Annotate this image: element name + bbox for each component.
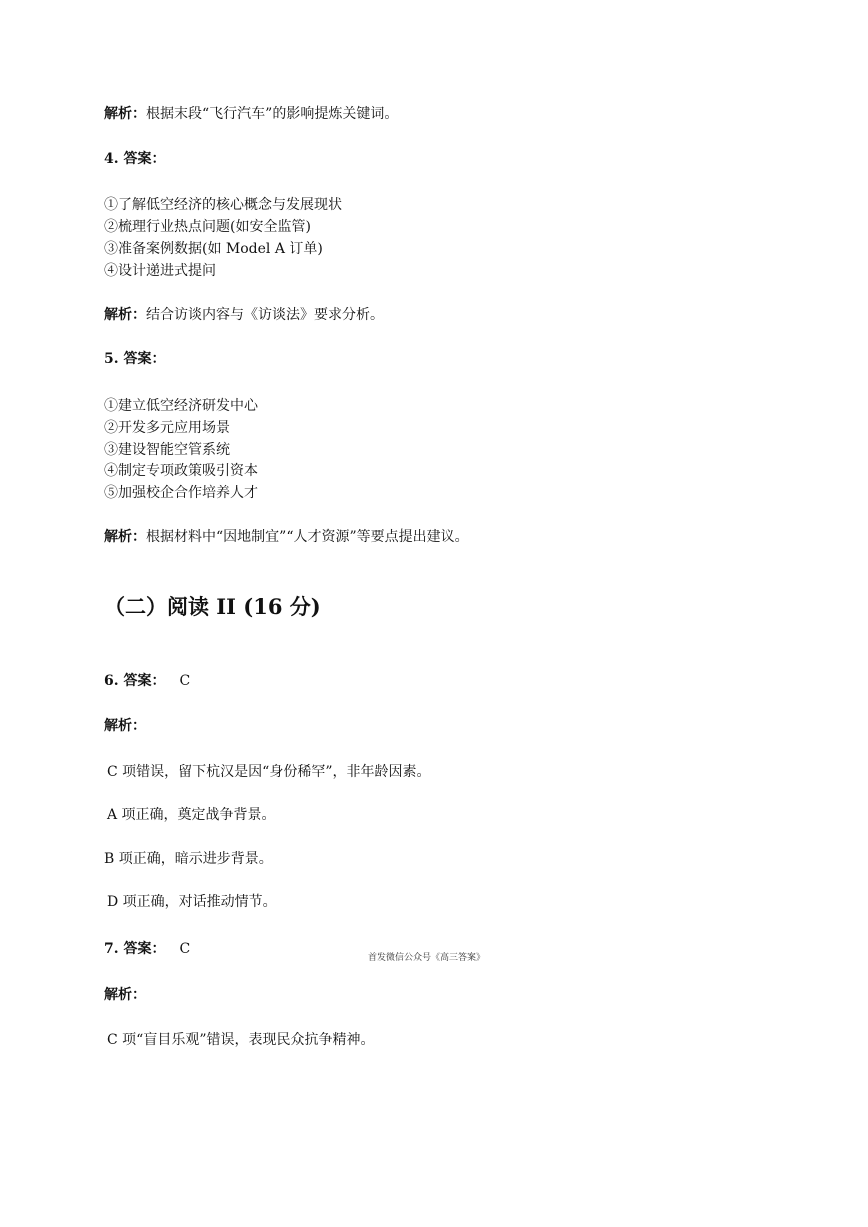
q5-item: ④制定专项政策吸引资本 [104, 463, 258, 479]
q6-answer-value: C [179, 673, 191, 689]
q4-analysis [104, 306, 384, 324]
analysis-label: 解析： [104, 106, 146, 122]
q4-answer-label: 4. 答案： [104, 151, 166, 167]
analysis-text: 根据末段“飞行汽车”的影响提炼关键词。 [146, 106, 399, 122]
analysis-text: 结合访谈内容与《访谈法》要求分析。 [146, 307, 384, 323]
q6-point: B 项正确，暗示进步背景。 [104, 851, 273, 867]
q7-analysis-label: 解析： [104, 987, 146, 1003]
q4-item: ①了解低空经济的核心概念与发展现状 [104, 197, 342, 213]
q6-point: D 项正确，对话推动情节。 [107, 894, 277, 910]
q5-item: ③建设智能空管系统 [104, 442, 230, 458]
q4-item: ④设计递进式提问 [104, 263, 216, 279]
section-heading: （二）阅读 II (16 分) [104, 594, 321, 619]
q6-point: C 项错误，留下杭汉是因“身份稀罕”，非年龄因素。 [107, 764, 431, 780]
q5-item: ①建立低空经济研发中心 [104, 398, 258, 414]
q5-item: ②开发多元应用场景 [104, 420, 230, 436]
analysis-text: 根据材料中“因地制宜”“人才资源”等要点提出建议。 [146, 529, 469, 545]
analysis-label: 解析： [104, 307, 146, 323]
q4-item: ③准备案例数据(如 Model A 订单) [104, 241, 323, 257]
q6-point: A 项正确，奠定战争背景。 [107, 807, 276, 823]
q6-answer [104, 672, 190, 690]
watermark: 首发微信公众号《高三答案》 [368, 953, 486, 963]
q4-item: ②梳理行业热点问题(如安全监管) [104, 219, 311, 235]
analysis-label: 解析： [104, 529, 146, 545]
q6-analysis-label: 解析： [104, 718, 146, 734]
q7-answer-value: C [179, 941, 191, 957]
q5-analysis [104, 528, 469, 546]
q7-answer-label: 7. 答案： [104, 941, 166, 957]
q5-answer-label: 5. 答案： [104, 351, 166, 367]
q6-answer-label: 6. 答案： [104, 673, 166, 689]
q7-point: C 项“盲目乐观”错误，表现民众抗争精神。 [107, 1032, 375, 1048]
q5-item: ⑤加强校企合作培养人才 [104, 485, 258, 501]
q3-analysis [104, 105, 398, 123]
q7-answer [104, 940, 190, 958]
